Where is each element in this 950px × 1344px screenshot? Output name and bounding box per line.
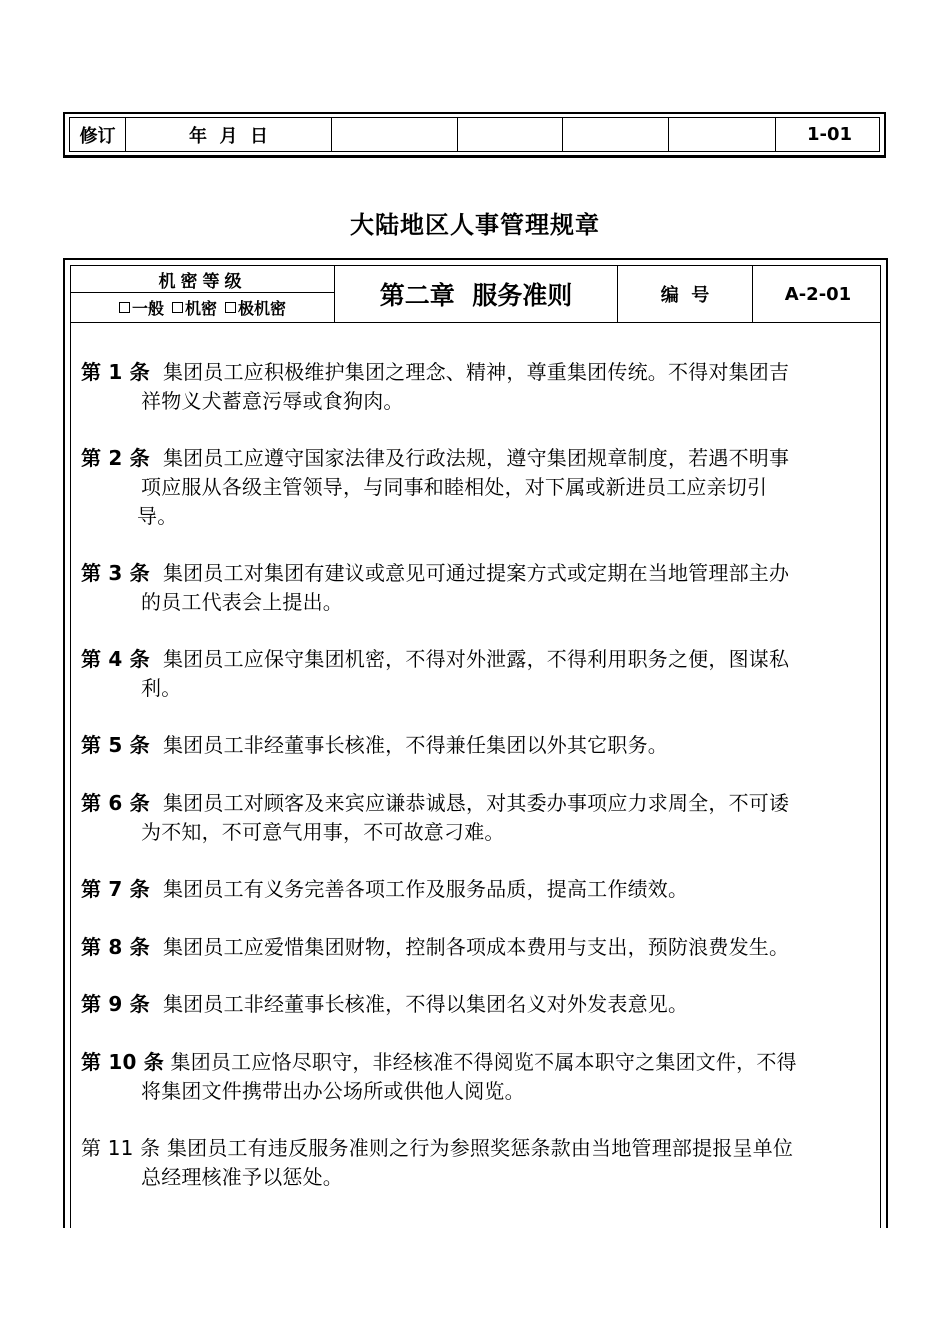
security-option-confidential[interactable] [172, 296, 217, 319]
article-number: 第 8 条 [81, 935, 150, 959]
article-text-cont: 祥物义犬蓄意污辱或食狗肉。 [141, 389, 404, 413]
revision-code: 1-01 [806, 124, 853, 145]
article-text: 集团员工对顾客及来宾应谦恭诚恳，对其委办事项应力求周全，不可诿 [162, 791, 790, 815]
revision-blank-1 [332, 118, 458, 151]
article-number: 第 6 条 [81, 791, 150, 815]
article-text-cont: 的员工代表会上提出。 [141, 590, 343, 614]
article-5 [81, 731, 871, 760]
article-number: 第 5 条 [81, 733, 150, 757]
number-label: 编 号 [618, 266, 753, 322]
article-number: 第 11 条 [81, 1136, 161, 1160]
article-8 [81, 933, 871, 962]
article-text: 集团员工应恪尽职守，非经核准不得阅览不属本职守之集团文件，不得 [170, 1050, 797, 1074]
revision-table-inner [69, 117, 880, 152]
article-11 [81, 1134, 871, 1192]
article-number: 第 1 条 [81, 360, 150, 384]
revision-table [63, 112, 886, 158]
article-number: 第 9 条 [81, 992, 150, 1016]
article-number: 第 4 条 [81, 647, 150, 671]
article-text: 集团员工应爱惜集团财物，控制各项成本费用与支出，预防浪费发生。 [162, 935, 790, 959]
article-text: 集团员工应保守集团机密，不得对外泄露，不得利用职务之便，图谋私 [162, 647, 790, 671]
security-option-top-secret[interactable] [225, 296, 286, 319]
chapter-header [71, 266, 880, 323]
article-text-cont: 将集团文件携带出办公场所或供他人阅览。 [141, 1079, 525, 1103]
revision-blank-3 [563, 118, 669, 151]
security-option-top-secret-label: 极机密 [238, 299, 287, 318]
chapter-title: 第二章 服务准则 [335, 266, 618, 322]
main-frame [63, 258, 888, 1228]
main-frame-inner [70, 265, 881, 1228]
article-text: 集团员工应遵守国家法律及行政法规，遵守集团规章制度，若遇不明事 [162, 446, 790, 470]
revision-date: 年 月 日 [126, 118, 332, 151]
article-text: 集团员工有义务完善各项工作及服务品质，提高工作绩效。 [162, 877, 689, 901]
article-text: 集团员工有违反服务准则之行为参照奖惩条款由当地管理部提报呈单位 [166, 1136, 794, 1160]
article-text-cont: 为不知，不可意气用事，不可故意刁难。 [141, 820, 505, 844]
security-level-label: 机密等级 [71, 266, 334, 293]
revision-blank-2 [458, 118, 563, 151]
article-text-cont: 总经理核准予以惩处。 [141, 1165, 343, 1189]
checkbox-icon[interactable] [225, 302, 236, 313]
article-4 [81, 645, 871, 703]
article-text: 集团员工对集团有建议或意见可通过提案方式或定期在当地管理部主办 [162, 561, 790, 585]
number-value: A-2-01 [784, 283, 852, 305]
article-text-cont: 项应服从各级主管领导，与同事和睦相处，对下属或新进员工应亲切引 [141, 475, 768, 499]
revision-label: 修订 [70, 118, 126, 151]
article-2 [81, 444, 871, 531]
document-title: 大陆地区人事管理规章 [350, 211, 600, 239]
security-options [71, 293, 334, 322]
checkbox-icon[interactable] [119, 302, 130, 313]
article-6 [81, 789, 871, 847]
checkbox-icon[interactable] [172, 302, 183, 313]
security-option-general-label: 一般 [131, 299, 164, 318]
article-number: 第 2 条 [81, 446, 150, 470]
security-option-confidential-label: 机密 [184, 299, 217, 318]
article-9 [81, 990, 871, 1019]
article-7 [81, 875, 871, 904]
article-text-cont: 导。 [137, 504, 178, 528]
article-text: 集团员工非经董事长核准，不得以集团名义对外发表意见。 [162, 992, 689, 1016]
article-10 [81, 1048, 871, 1106]
article-text-cont: 利。 [141, 676, 182, 700]
revision-blank-4 [669, 118, 776, 151]
article-3 [81, 559, 871, 617]
article-1 [81, 358, 871, 416]
article-number: 第 3 条 [81, 561, 150, 585]
article-number: 第 7 条 [81, 877, 150, 901]
article-text: 集团员工应积极维护集团之理念、精神，尊重集团传统。不得对集团吉 [162, 360, 790, 384]
article-text: 集团员工非经董事长核准，不得兼任集团以外其它职务。 [162, 733, 668, 757]
security-level-cell [71, 266, 335, 322]
article-number: 第 10 条 [81, 1050, 164, 1074]
security-option-general[interactable] [119, 296, 164, 319]
